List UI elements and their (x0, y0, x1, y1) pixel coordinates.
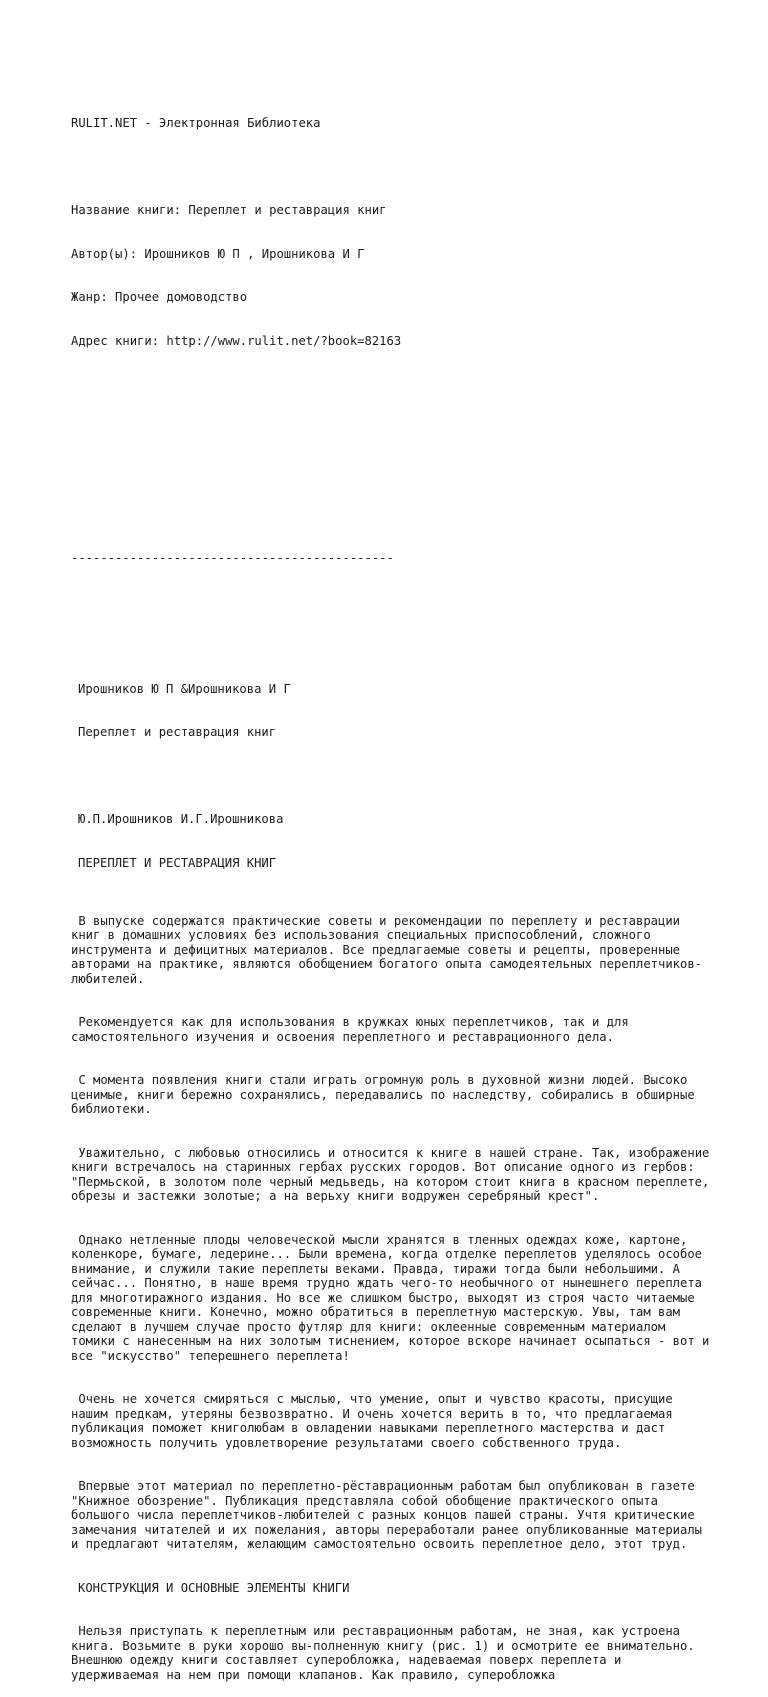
spacer (71, 769, 711, 784)
spacer (71, 160, 711, 175)
paragraph-text: Рекомендуется как для использования в кружках юных переплетчиков, так и для самостоятельного изучения и освоения переплетного и реставрационного дела. (71, 1015, 636, 1044)
authors-line: Автор(ы): Ирошников Ю П , Ирошникова И Г (71, 246, 365, 261)
spacer (71, 377, 711, 435)
intro-authors: Ирошников Ю П &Ирошникова И Г (78, 681, 291, 696)
paragraph-8 (71, 1624, 711, 1682)
paragraph-text: Однако нетленные плоды человеческой мысли хранятся в тленных одеждах коже, картоне, коленкоре, бумаге, ледерине... Были времена, когда отделке переплетов уделялось особое внимание, и служили такие переплеты веками. Правда, тиражи тогда были небольшими. А сейчас... Понятно, в наше время трудно ждать чего-то необычного от нынешнего переплета для многотиражного издания. Но все же слишком быстро, выходят из строя часто читаемые современные книги. Конечно, можно обратиться в переплетную мастерскую. Увы, там вам сделают в лучшем случае просто футляр для книги: оклеенные современным материалом томики с нанесенным на них золотым тиснением, которое вскоре начинает осыпаться - вот и все "искусство" теперешнего переплета! (71, 1232, 717, 1363)
genre-line: Жанр: Прочее домоводство (71, 290, 248, 304)
intro-title: Переплет и реставрация книг (78, 725, 277, 739)
document-page (71, 87, 717, 1697)
paragraph-text: В выпуске содержатся практические советы и рекомендации по переплету и реставрации книг в домашних условиях без использования специальных приспособлений, сложного инструмента и дефицитных материалов. Все предлагаемые советы и рецепты, проверенные авторами на практике, являются обобщением богатого опыта самодеятельных переплетчиков-любителей. (71, 913, 703, 986)
spacer (71, 638, 711, 653)
site-title: RULIT.NET - Электронная Библиотека (71, 116, 321, 130)
paragraph-2 (71, 1015, 711, 1044)
paragraph-5 (71, 1232, 717, 1364)
paragraph-text: Нельзя приступать к переплетным или реставрационным работам, не зная, как устроена книга. Возьмите в руки хорошо вы-полненную книгу (рис. 1) и осмотрите ее внимательно. Внешнюю одежду книги составляет суперобложка, надеваемая поверх переплета и удерживаемая на нем при помощи клапанов. Как правило, суперобложка (71, 1624, 703, 1682)
paragraph-7 (71, 1479, 711, 1552)
paragraph-text: Очень не хочется смиряться с мыслью, что умение, опыт и чувство красоты, присущие нашим предкам, утеряны безвозвратно. И очень хочется верить в то, что предлагаемая публикация поможет книголюбам в овладении навыками переплетного мастерства и даст возможность получить удовлетворение результатами своего собственного труда. (71, 1392, 681, 1450)
paragraph-6 (71, 1392, 711, 1450)
paragraph-text: С момента появления книги стали играть огромную роль в духовной жизни людей. Высоко ценимые, книги бережно сохранялись, передавались по наследству, собирались в обширные библиотеки. (71, 1073, 703, 1116)
spacer (71, 595, 711, 610)
authors-short: Ю.П.Ирошников И.Г.Ирошникова (78, 812, 284, 826)
paragraph-3 (71, 1073, 711, 1117)
separator-line: -------------------------------------------- (71, 551, 394, 565)
paragraph-1 (71, 914, 711, 987)
paragraph-text: Уважительно, с любовью относились и относится к книге в нашей стране. Так, изображение книги встречалось на старинных гербах русских городов. Вот описание одного из гербов: "Пермьской, в золотом поле черный медьведь, на котором стоит книга в красном переплете, обрезы и застежки золотые; а на верьху книги водружен серебряный крест". (71, 1145, 717, 1203)
spacer (71, 464, 711, 479)
paragraph-4 (71, 1145, 717, 1204)
book-title-line: Название книги: Переплет и реставрация книг (71, 203, 387, 217)
book-address-line: Адрес книги: http://www.rulit.net/?book=82163 (71, 333, 402, 348)
spacer (71, 508, 711, 523)
title-caps: ПЕРЕПЛЕТ И РЕСТАВРАЦИЯ КНИГ (78, 855, 277, 870)
section-heading: КОНСТРУКЦИЯ И ОСНОВНЫЕ ЭЛЕМЕНТЫ КНИГИ (78, 1580, 350, 1595)
paragraph-text: Впервые этот материал по переплетно-рëставрационным работам был опубликован в газете "Книжное обозрение". Публикация представляла собой обобщение практического опыта большого числа переплетчиков-любителей с разных концов пашей страны. Учтя критические замечания читателей и их пожелания, авторы переработали ранее опубликованные материалы и предлагают читателям, желающим самостоятельно освоить переплетное дело, этот труд. (71, 1479, 710, 1551)
